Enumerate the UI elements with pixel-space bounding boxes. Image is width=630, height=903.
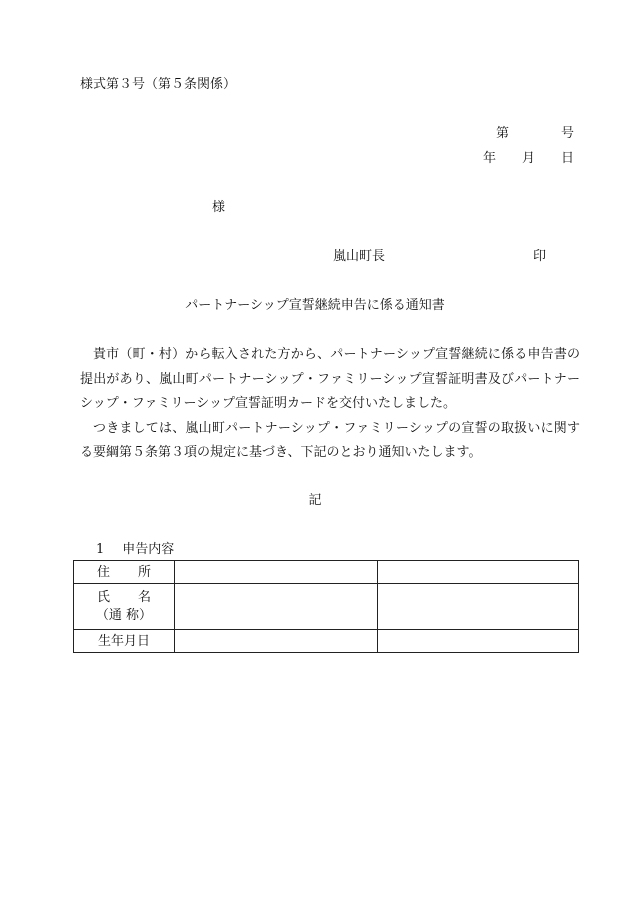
birthdate-cell-1 (175, 630, 378, 653)
doc-no-label-2: 号 (560, 126, 574, 141)
birthdate-label-cell (74, 630, 175, 653)
name-label: 氏名 (96, 589, 151, 605)
ki-heading: 記 (308, 493, 322, 508)
address-cell-2 (378, 561, 579, 584)
body-paragraph-2: つきましては、嵐山町パートナーシップ・ファミリーシップの宣誓の取扱いに関する要綱第５条第３項の規定に基づき、下記のとおり通知いたします。 (80, 420, 580, 460)
birthdate-cell-2 (378, 630, 579, 653)
name-label-cell (74, 584, 175, 630)
date-day-label: 日 (560, 151, 574, 166)
seal-mark: 印 (533, 249, 547, 264)
date-line (483, 152, 574, 165)
birthdate-row (74, 630, 579, 653)
address-cell-1 (175, 561, 378, 584)
address-row (74, 561, 579, 584)
section-heading (96, 543, 174, 556)
declaration-table (73, 560, 579, 653)
address-label-cell (74, 561, 175, 584)
form-number: 様式第３号（第５条関係） (80, 77, 237, 92)
alias-label: （通 称） (95, 607, 153, 623)
body-paragraph-1: 貴市（町・村）から転入された方から、パートナーシップ宣誓継続に係る申告書の提出があり、嵐山町パートナーシップ・ファミリーシップ宣誓証明書及びパートナーシップ・ファミリーシップ宣誓証明カードを交付いたしました。 (80, 347, 580, 411)
doc-no-label-1: 第 (495, 126, 509, 141)
date-month-label: 月 (521, 151, 535, 166)
body-text (80, 343, 580, 466)
document-number-line (496, 127, 574, 140)
section-number: 1 (96, 542, 105, 557)
name-cell-2 (378, 584, 579, 630)
sender-name: 嵐山町長 (333, 249, 386, 264)
document-title: パートナーシップ宣誓継続申告に係る通知書 (185, 298, 445, 313)
date-year-label: 年 (482, 151, 496, 166)
address-label: 住所 (97, 564, 151, 580)
name-cell-1 (175, 584, 378, 630)
section-title: 申告内容 (122, 542, 175, 557)
birthdate-label: 生年月日 (97, 633, 150, 649)
name-row (74, 584, 579, 630)
addressee-suffix: 様 (212, 200, 226, 215)
